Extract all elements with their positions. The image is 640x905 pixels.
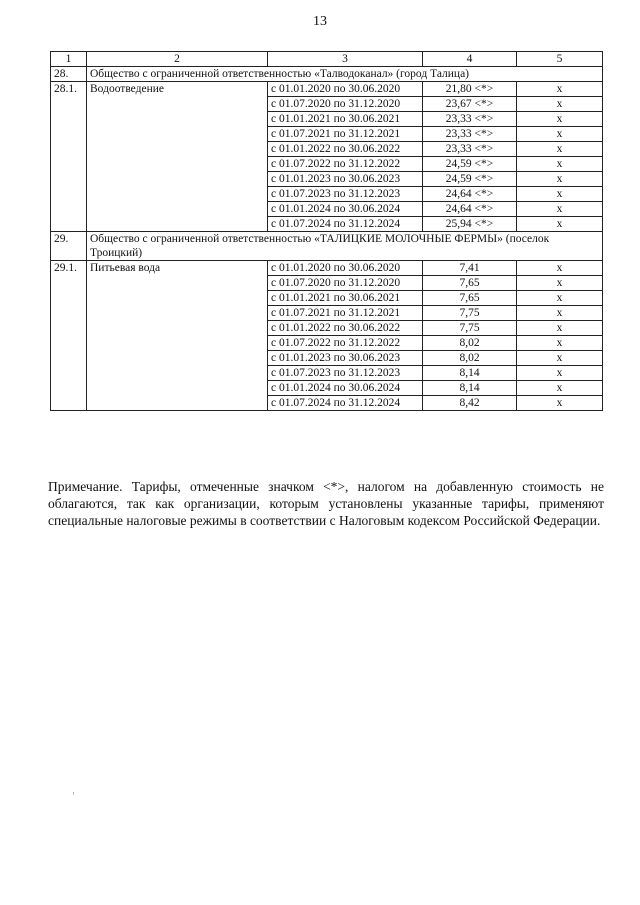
tariff-period: с 01.07.2020 по 31.12.2020 (268, 276, 423, 291)
tariff-vat: x (517, 127, 603, 142)
tariff-value: 7,41 (423, 261, 517, 276)
organization-name: Общество с ограниченной ответственностью «Талводоканал» (город Талица) (87, 67, 603, 82)
tariff-period: с 01.01.2022 по 30.06.2022 (268, 142, 423, 157)
tariff-period: с 01.01.2021 по 30.06.2021 (268, 291, 423, 306)
organization-row (51, 67, 603, 82)
page-number: 13 (313, 14, 327, 29)
organization-name: Общество с ограниченной ответственностью «ТАЛИЦКИЕ МОЛОЧНЫЕ ФЕРМЫ» (поселок Троицкий) (87, 232, 603, 261)
tariff-value: 7,75 (423, 321, 517, 336)
tariff-value: 7,65 (423, 276, 517, 291)
tariff-period: с 01.07.2021 по 31.12.2021 (268, 127, 423, 142)
tariff-value: 23,67 <*> (423, 97, 517, 112)
service-number: 29.1. (51, 261, 87, 411)
organization-row (51, 232, 603, 261)
column-header-3: 3 (268, 52, 423, 67)
tariff-vat: x (517, 97, 603, 112)
tariff-vat: x (517, 172, 603, 187)
tariff-period: с 01.07.2022 по 31.12.2022 (268, 157, 423, 172)
tariff-vat: x (517, 261, 603, 276)
tariff-vat: x (517, 366, 603, 381)
table-row (51, 261, 603, 276)
tariff-period: с 01.07.2023 по 31.12.2023 (268, 187, 423, 202)
tariff-vat: x (517, 187, 603, 202)
tariff-value: 23,33 <*> (423, 127, 517, 142)
tariff-value: 8,14 (423, 366, 517, 381)
tariff-period: с 01.01.2023 по 30.06.2023 (268, 351, 423, 366)
tariff-period: с 01.01.2020 по 30.06.2020 (268, 82, 423, 97)
tariff-vat: x (517, 112, 603, 127)
column-header-5: 5 (517, 52, 603, 67)
tariff-vat: x (517, 202, 603, 217)
tariff-period: с 01.01.2021 по 30.06.2021 (268, 112, 423, 127)
tariff-period: с 01.01.2024 по 30.06.2024 (268, 202, 423, 217)
table-body (51, 67, 603, 411)
footnote: Примечание. Тарифы, отмеченные значком <*>, налогом на добавленную стоимость не облагаются, так как организации, которым установлены указанные тарифы, применяют специальные налоговые режимы в соответствии с Налоговым кодексом Российской Федерации. (48, 479, 604, 528)
tariff-period: с 01.01.2022 по 30.06.2022 (268, 321, 423, 336)
tariff-value: 8,14 (423, 381, 517, 396)
service-number: 28.1. (51, 82, 87, 232)
tariff-vat: x (517, 381, 603, 396)
table-header-row (51, 52, 603, 67)
tariff-period: с 01.01.2023 по 30.06.2023 (268, 172, 423, 187)
tariff-value: 24,64 <*> (423, 187, 517, 202)
tariff-vat: x (517, 157, 603, 172)
column-header-2: 2 (87, 52, 268, 67)
tariff-value: 23,33 <*> (423, 142, 517, 157)
tariff-value: 7,75 (423, 306, 517, 321)
tariff-vat: x (517, 396, 603, 411)
tariff-value: 24,64 <*> (423, 202, 517, 217)
tariff-vat: x (517, 321, 603, 336)
tariff-value: 7,65 (423, 291, 517, 306)
tariff-value: 24,59 <*> (423, 172, 517, 187)
tariff-vat: x (517, 336, 603, 351)
column-header-4: 4 (423, 52, 517, 67)
tariff-period: с 01.01.2024 по 30.06.2024 (268, 381, 423, 396)
scan-mark (73, 792, 74, 795)
tariff-vat: x (517, 217, 603, 232)
tariff-vat: x (517, 82, 603, 97)
service-name: Водоотведение (87, 82, 268, 232)
tariff-period: с 01.07.2020 по 31.12.2020 (268, 97, 423, 112)
tariff-vat: x (517, 142, 603, 157)
tariff-value: 23,33 <*> (423, 112, 517, 127)
tariff-vat: x (517, 291, 603, 306)
section-number: 28. (51, 67, 87, 82)
tariff-period: с 01.07.2024 по 31.12.2024 (268, 217, 423, 232)
tariff-period: с 01.01.2020 по 30.06.2020 (268, 261, 423, 276)
tariff-value: 8,42 (423, 396, 517, 411)
tariff-vat: x (517, 351, 603, 366)
tariff-vat: x (517, 276, 603, 291)
section-number: 29. (51, 232, 87, 261)
tariff-value: 21,80 <*> (423, 82, 517, 97)
tariff-table (50, 51, 603, 411)
tariff-period: с 01.07.2023 по 31.12.2023 (268, 366, 423, 381)
tariff-value: 25,94 <*> (423, 217, 517, 232)
table-row (51, 82, 603, 97)
tariff-value: 24,59 <*> (423, 157, 517, 172)
column-header-1: 1 (51, 52, 87, 67)
tariff-period: с 01.07.2024 по 31.12.2024 (268, 396, 423, 411)
tariff-vat: x (517, 306, 603, 321)
tariff-period: с 01.07.2021 по 31.12.2021 (268, 306, 423, 321)
tariff-period: с 01.07.2022 по 31.12.2022 (268, 336, 423, 351)
tariff-value: 8,02 (423, 351, 517, 366)
tariff-value: 8,02 (423, 336, 517, 351)
service-name: Питьевая вода (87, 261, 268, 411)
